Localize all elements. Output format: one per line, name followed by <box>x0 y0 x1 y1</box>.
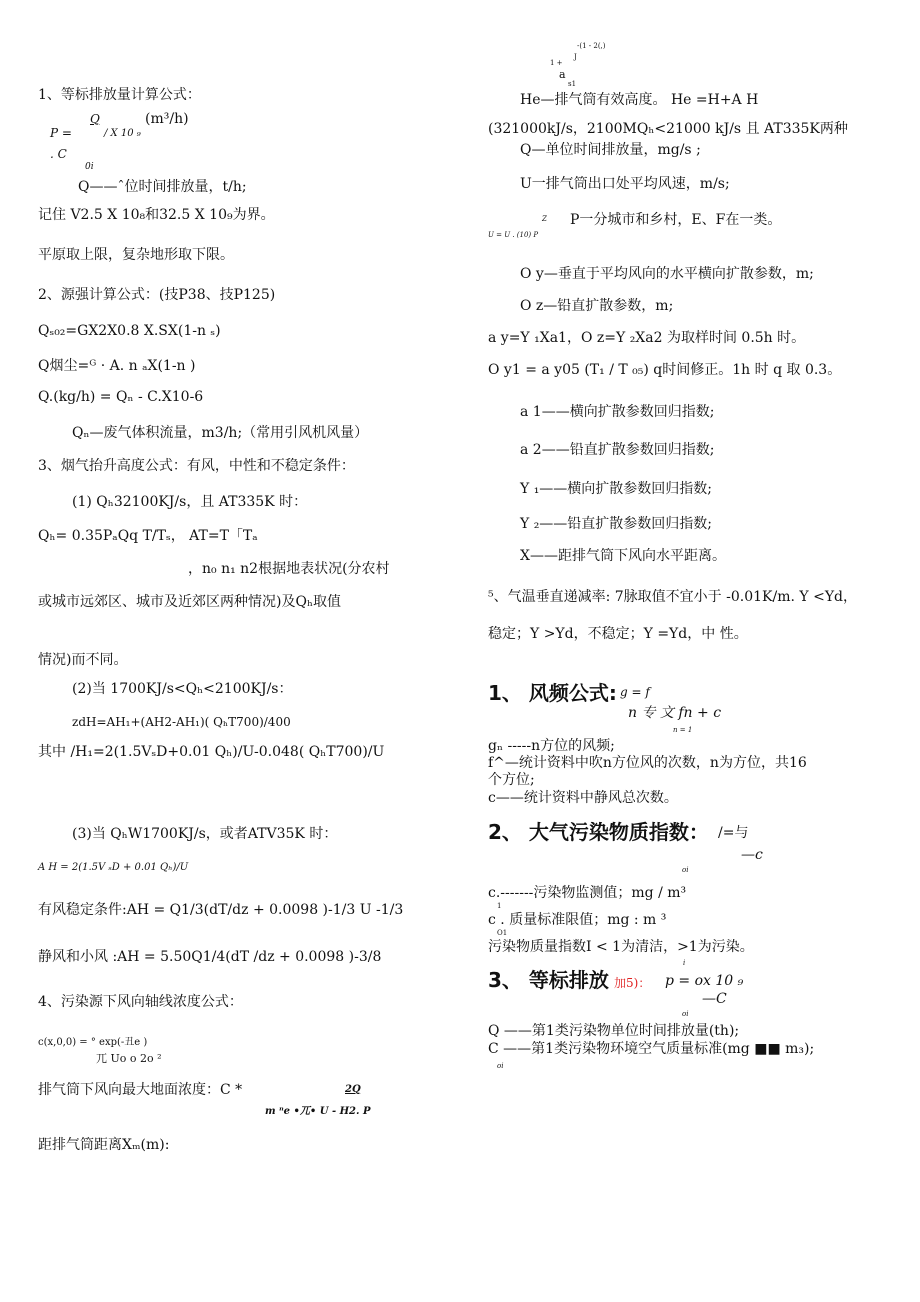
case-2-formula: zdH=AH₁+(AH2-AH₁)( QₕT700)/400 <box>72 715 291 729</box>
plain-note: 平原取上限，复杂地形取下限。 <box>38 247 234 263</box>
top-formula-frag-3: 1 + <box>550 59 563 67</box>
section-5-stability: 稳定；Y >Yd，不稳定；Y =Yd，中 性。 <box>488 626 748 642</box>
wind-frequency-title: 1、 风频公式: <box>488 681 617 705</box>
formula-oi: 0i <box>85 162 94 172</box>
top-formula-frag-2: J <box>574 53 577 61</box>
qdust-formula: Q烟尘=ᴳ · A. n ₐX(1-n ) <box>38 358 196 374</box>
q-definition: Q——ˆ位时间排放量，t/h; <box>78 179 247 195</box>
top-formula-frag-4: a <box>559 68 566 81</box>
concentration-formula-bottom: 兀 Uo o 2o ² <box>96 1052 162 1065</box>
calm-condition: 静风和小风 :AH = 5.50Q1/4(dT /dz + 0.0098 )-3/8 <box>38 949 382 965</box>
air-index-title: 2、 大气污染物质指数： <box>488 820 709 844</box>
max-concentration-denominator: m ⁿe •兀• U - H2. P <box>265 1106 371 1117</box>
sigma-z-definition: O z—铅直扩散参数，m; <box>520 298 674 314</box>
formula-c: . C <box>50 147 67 161</box>
air-index-c: —c <box>741 847 763 863</box>
air-index-formula: /=与 <box>718 825 749 841</box>
ci-definition: c.-------污染物监测值；mg / m³ <box>488 885 687 901</box>
c-definition: c——统计资料中静风总次数。 <box>488 790 678 806</box>
section-3-title: 3、烟气抬升高度公式：有风，中性和不稳定条件： <box>38 458 355 474</box>
concentration-formula-top: c(x,0,0) = ° exp(-丑e ) <box>38 1037 148 1048</box>
eq-c-oi: oi <box>497 1062 504 1070</box>
top-formula-frag-5: s1 <box>568 80 577 88</box>
c0i-definition: c . 质量标准限值；mg : m ³ <box>488 912 667 928</box>
air-index-oi: oi <box>682 866 689 874</box>
n-coefficients-2: 或城市远郊区、城市及近郊区两种情况)及Qₕ取值 <box>38 594 341 610</box>
formula-x: / X 10 ₉ <box>104 128 141 139</box>
fn-definition-2: 个方位; <box>488 772 535 788</box>
case-2: (2)当 1700KJ/s<Qₕ<2100KJ/s： <box>72 681 293 697</box>
xm-distance: 距排气筒距离Xₘ(m): <box>38 1137 170 1153</box>
case-3-formula: A H = 2(1.5V ₛD + 0.01 Qₕ)/U <box>38 862 189 873</box>
a1-definition: a 1——横向扩散参数回归指数; <box>520 404 715 420</box>
fn-definition: f^—统计资料中吹n方位风的次数，n为方位，共16 <box>488 755 807 771</box>
eq-c-definition: C ——第1类污染物环境空气质量标准(mg ■■ m₃); <box>488 1041 815 1057</box>
formula-p: P = <box>50 126 72 140</box>
max-concentration-numerator: 2Q <box>345 1084 361 1095</box>
a2-definition: a 2——铅直扩散参数回归指数; <box>520 442 715 458</box>
formula-unit: (m³/h) <box>145 111 189 127</box>
u-formula: U = U . (10) P <box>488 231 539 239</box>
equal-emission-c: —C <box>702 991 727 1007</box>
range-note: (321000kJ/s，2100MQₕ<21000 kJ/s 且 AT335K两种 <box>488 121 848 137</box>
equal-emission-title: 3、 等标排放 <box>488 968 609 992</box>
top-formula-frag-1: -(1 - 2(,) <box>577 42 606 50</box>
remember-note: 记住 V2.5 X 10₈和32.5 X 10₉为界。 <box>38 207 275 223</box>
q-definition-right: Q—单位时间排放量，mg/s ; <box>520 142 701 158</box>
section-4-title: 4、污染源下风向轴线浓度公式： <box>38 994 243 1010</box>
time-correction: O y1 = a y05 (T₁ / T ₀₅) q时间修正。1h 时 q 取 0.3。 <box>488 362 842 378</box>
eq-i: i <box>683 959 686 967</box>
stable-condition: 有风稳定条件:AH = Q1/3(dT/dz + 0.0098 )-1/3 U -1/3 <box>38 902 404 918</box>
case-1: (1) Qₕ32100KJ/s，且 AT335K 时： <box>72 494 308 510</box>
sigma-formula: a y=Y ₁Xa1，O z=Y ₂Xa2 为取样时间 0.5h 时。 <box>488 330 806 346</box>
formula-q: Q <box>90 112 100 126</box>
eq-q-definition: Q ——第1类污染物单位时间排放量(th); <box>488 1023 740 1039</box>
qn-definition: Qₙ—废气体积流量，m3/h;（常用引风机风量） <box>72 425 369 441</box>
gn-definition: gₙ -----n方位的风频; <box>488 738 615 754</box>
p-definition: P一分城市和乡村，E、F在一类。 <box>570 212 782 228</box>
he-definition: He—排气筒有效高度。 He =H+A H <box>520 92 759 108</box>
equal-emission-note: 加5)： <box>614 976 651 990</box>
wind-frequency-sum: n 专 文 fn + c <box>628 705 722 721</box>
y1-definition: Y ₁——横向扩散参数回归指数; <box>520 481 713 497</box>
index-definition: 污染物质量指数I < 1为清洁，>1为污染。 <box>488 939 754 955</box>
x-definition: X——距排气筒下风向水平距离。 <box>520 548 726 564</box>
wind-frequency-g: g = f <box>620 685 650 699</box>
equal-emission-formula: p = ox 10 ₉ <box>665 973 744 989</box>
max-concentration: 排气筒下风向最大地面浓度：C * <box>38 1082 243 1098</box>
qh-formula: Qₕ= 0.35PₐQq T/Tₛ， AT=T「Tₐ <box>38 528 258 544</box>
wind-frequency-n: n = 1 <box>673 726 693 734</box>
y2-definition: Y ₂——铅直扩散参数回归指数; <box>520 516 713 532</box>
section-1-title: 1、等标排放量计算公式： <box>38 87 201 103</box>
z-exponent: Z <box>542 215 547 223</box>
qkg-formula: Q.(kg/h) = Qₙ - C.X10-6 <box>38 389 204 405</box>
n-coefficients: ，n₀ n₁ n2根据地表状况(分农村 <box>188 561 390 577</box>
section-5-title: ⁵、气温垂直递减率: 7脉取值不宜小于 -0.01K/m. Y <Yd， <box>488 589 858 605</box>
u-definition: U一排气筒出口处平均风速，m/s; <box>520 176 730 192</box>
n-coefficients-3: 情况)而不同。 <box>38 652 128 668</box>
ci-subscript: 1 <box>497 902 502 910</box>
c0i-subscript: O1 <box>497 929 508 937</box>
case-3: (3)当 QₕW1700KJ/s，或者ATV35K 时： <box>72 826 338 842</box>
section-2-title: 2、源强计算公式：(技P38、技P125) <box>38 287 276 303</box>
case-2-where: 其中 /H₁=2(1.5VₛD+0.01 Qₕ)/U-0.048( QₕT700)/U <box>38 744 385 760</box>
qso2-formula: Qₛ₀₂=GX2X0.8 X.SX(1-n ₛ) <box>38 323 221 339</box>
sigma-y-definition: O y—垂直于平均风向的水平横向扩散参数，m; <box>520 266 814 282</box>
equal-emission-oi: oi <box>682 1010 689 1018</box>
